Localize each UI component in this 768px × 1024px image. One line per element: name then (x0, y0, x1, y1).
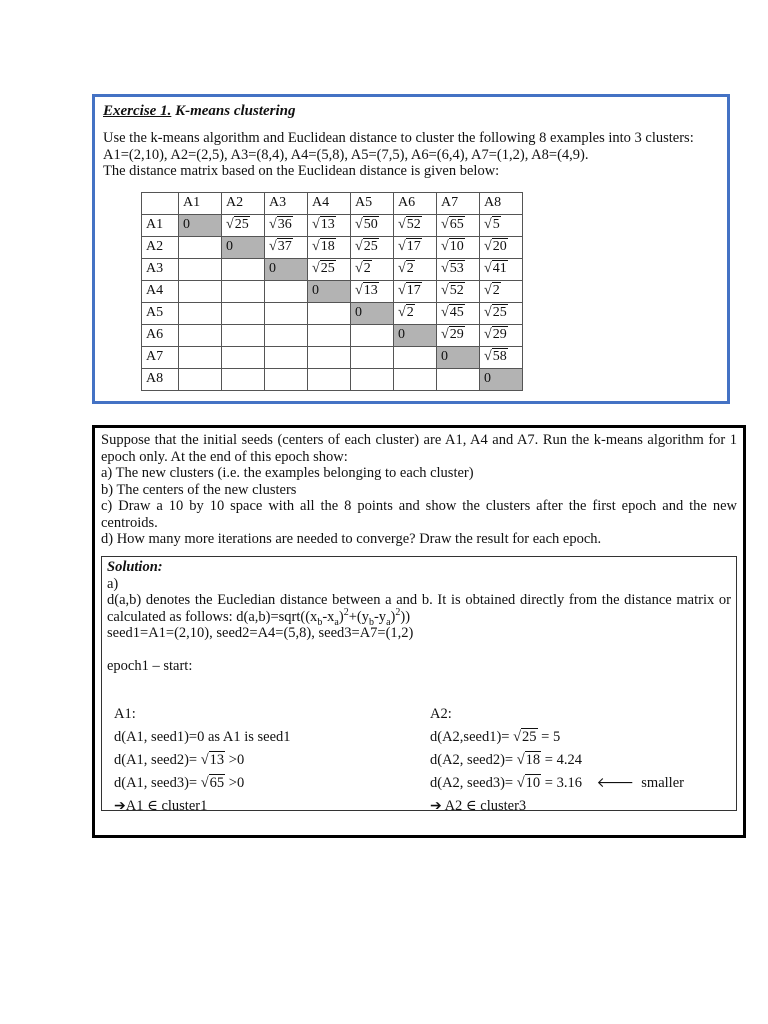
matrix-cell: 0 (265, 258, 308, 280)
matrix-cell (222, 280, 265, 302)
matrix-cell (394, 280, 437, 302)
sqrt-symbol: √18 (312, 239, 335, 254)
right-arrow-icon: ➔ (114, 798, 126, 814)
sqrt-symbol: √41 (484, 261, 507, 276)
sqrt-symbol: √29 (441, 327, 464, 342)
matrix-row (142, 236, 523, 258)
matrix-cell (308, 324, 351, 346)
matrix-cell (480, 258, 523, 280)
matrix-row-header: A5 (142, 302, 179, 324)
sqrt-symbol: √18 (516, 751, 541, 768)
matrix-cell (179, 324, 222, 346)
question-c: c) Draw a 10 by 10 space with all the 8 points and show the clusters after the first epoch and the new centroids. (101, 498, 737, 531)
matrix-cell (351, 346, 394, 368)
a2-computation: A2: d(A2,seed1)= √25 = 5 d(A2, seed2)= √18 = 4.24 d(A2, seed3)= √10 = 3.16 🡐 smaller ➔ A2 ∈ cluster3 (430, 705, 684, 814)
sqrt-symbol: √10 (516, 774, 541, 791)
matrix-cell (222, 346, 265, 368)
matrix-col-header: A3 (265, 192, 308, 214)
matrix-cell (437, 324, 480, 346)
question-box (92, 425, 746, 838)
sqrt-symbol: √2 (484, 283, 500, 298)
sqrt-symbol: √37 (269, 239, 292, 254)
sqrt-symbol: √52 (398, 217, 421, 232)
sqrt-symbol: √10 (441, 239, 464, 254)
sqrt-symbol: √5 (484, 217, 500, 232)
matrix-row-header: A3 (142, 258, 179, 280)
sqrt-symbol: √25 (355, 239, 378, 254)
matrix-cell (480, 346, 523, 368)
matrix-cell (394, 214, 437, 236)
matrix-row-header: A8 (142, 368, 179, 390)
matrix-cell (222, 258, 265, 280)
sqrt-symbol: √17 (398, 283, 421, 298)
matrix-cell (437, 236, 480, 258)
solution-title: Solution: (107, 558, 163, 575)
matrix-cell (179, 258, 222, 280)
matrix-cell (351, 236, 394, 258)
solution-a-label: a) (107, 575, 119, 592)
distance-matrix (141, 192, 523, 391)
sqrt-symbol: √13 (355, 283, 378, 298)
sqrt-symbol: √25 (226, 217, 249, 232)
matrix-cell (222, 324, 265, 346)
sqrt-symbol: √58 (484, 349, 507, 364)
matrix-cell (437, 258, 480, 280)
solution-description: d(a,b) denotes the Eucledian distance between a and b. It is obtained directly from the distance matrix or calculated as follows: $d(a,b)=sqrt((x_b-x_a)^2+(y_b-y_a)^2)$) (107, 592, 731, 628)
matrix-row (142, 346, 523, 368)
matrix-row (142, 324, 523, 346)
sqrt-symbol: √13 (312, 217, 335, 232)
sqrt-symbol: √65 (200, 774, 225, 791)
matrix-cell (394, 302, 437, 324)
matrix-cell (351, 214, 394, 236)
sqrt-symbol: √65 (441, 217, 464, 232)
sqrt-symbol: √2 (398, 305, 414, 320)
matrix-cell (351, 280, 394, 302)
matrix-cell (265, 302, 308, 324)
matrix-cell (480, 280, 523, 302)
sqrt-symbol: √50 (355, 217, 378, 232)
matrix-cell (351, 258, 394, 280)
matrix-cell (308, 302, 351, 324)
sqrt-symbol: √25 (312, 261, 335, 276)
sqrt-symbol: √13 (200, 751, 225, 768)
sqrt-symbol: √53 (441, 261, 464, 276)
matrix-cell (179, 302, 222, 324)
matrix-cell: 0 (351, 302, 394, 324)
matrix-cell (308, 368, 351, 390)
matrix-cell (394, 258, 437, 280)
matrix-cell (351, 324, 394, 346)
matrix-cell (265, 324, 308, 346)
left-arrow-icon: 🡐 (596, 775, 635, 791)
matrix-cell: 0 (179, 214, 222, 236)
sqrt-symbol: √25 (513, 728, 537, 745)
matrix-col-header: A1 (179, 192, 222, 214)
matrix-col-header: A2 (222, 192, 265, 214)
matrix-row (142, 302, 523, 324)
sqrt-symbol: √52 (441, 283, 464, 298)
solution-seeds: seed1=A1=(2,10), seed2=A4=(5,8), seed3=A7=(1,2) (107, 625, 414, 641)
matrix-cell (308, 214, 351, 236)
sqrt-symbol: √2 (398, 261, 414, 276)
matrix-cell (179, 280, 222, 302)
matrix-col-header: A4 (308, 192, 351, 214)
matrix-col-header: A6 (394, 192, 437, 214)
matrix-cell: 0 (222, 236, 265, 258)
matrix-cell (265, 368, 308, 390)
matrix-row-header: A4 (142, 280, 179, 302)
matrix-cell (308, 258, 351, 280)
matrix-cell (351, 368, 394, 390)
exercise-intro-2: A1=(2,10), A2=(2,5), A3=(8,4), A4=(5,8), A5=(7,5), A6=(6,4), A7=(1,2), A8=(4,9). (103, 146, 589, 163)
matrix-cell (265, 214, 308, 236)
sqrt-symbol: √36 (269, 217, 292, 232)
sqrt-symbol: √20 (484, 239, 507, 254)
solution-epoch: epoch1 – start: (107, 657, 193, 674)
matrix-cell (179, 346, 222, 368)
right-arrow-icon: ➔ (430, 798, 442, 814)
matrix-cell (265, 346, 308, 368)
sqrt-symbol: √29 (484, 327, 507, 342)
exercise-intro-1: Use the k-means algorithm and Euclidean distance to cluster the following 8 examples into 3 clusters: (103, 130, 694, 146)
matrix-cell (480, 302, 523, 324)
matrix-col-header: A5 (351, 192, 394, 214)
exercise-intro-3: The distance matrix based on the Euclidean distance is given below: (103, 163, 500, 179)
question-intro: Suppose that the initial seeds (centers of each cluster) are A1, A4 and A7. Run the k-means algorithm for 1 epoch only. At the end of this epoch show: (101, 432, 737, 465)
sqrt-symbol: √25 (484, 305, 507, 320)
matrix-row-header: A1 (142, 214, 179, 236)
matrix-cell (437, 302, 480, 324)
matrix-cell (437, 368, 480, 390)
matrix-cell (222, 368, 265, 390)
matrix-cell: 0 (394, 324, 437, 346)
matrix-cell: 0 (437, 346, 480, 368)
a1-computation: A1: d(A1, seed1)=0 as A1 is seed1 d(A1, seed2)= √13 >0 d(A1, seed3)= √65 >0 ➔A1 ∈ cluster1 (114, 705, 291, 814)
question-a: a) The new clusters (i.e. the examples belonging to each cluster) (101, 465, 474, 481)
matrix-row-header: A6 (142, 324, 179, 346)
matrix-cell (222, 302, 265, 324)
matrix-row (142, 258, 523, 280)
question-b: b) The centers of the new clusters (101, 481, 297, 498)
matrix-cell (308, 346, 351, 368)
matrix-cell (437, 214, 480, 236)
matrix-cell (179, 368, 222, 390)
sqrt-symbol: √17 (398, 239, 421, 254)
matrix-cell (265, 280, 308, 302)
matrix-row (142, 214, 523, 236)
matrix-cell (308, 236, 351, 258)
sqrt-symbol: √45 (441, 305, 464, 320)
matrix-row-header: A7 (142, 346, 179, 368)
matrix-cell (480, 236, 523, 258)
matrix-row (142, 368, 523, 390)
matrix-cell: 0 (308, 280, 351, 302)
matrix-col-header: A7 (437, 192, 480, 214)
matrix-cell (437, 280, 480, 302)
matrix-corner (142, 192, 179, 214)
matrix-row (142, 280, 523, 302)
matrix-cell (480, 214, 523, 236)
matrix-cell: 0 (480, 368, 523, 390)
sqrt-symbol: √2 (355, 261, 371, 276)
matrix-row-header: A2 (142, 236, 179, 258)
matrix-cell (394, 236, 437, 258)
exercise-box (92, 94, 730, 404)
exercise-title: Exercise 1. K-means clustering (103, 103, 296, 119)
question-d: d) How many more iterations are needed to converge? Draw the result for each epoch. (101, 531, 602, 547)
matrix-cell (179, 236, 222, 258)
matrix-cell (222, 214, 265, 236)
matrix-col-header: A8 (480, 192, 523, 214)
matrix-cell (394, 368, 437, 390)
matrix-cell (480, 324, 523, 346)
solution-box (101, 556, 737, 814)
matrix-cell (265, 236, 308, 258)
matrix-cell (394, 346, 437, 368)
